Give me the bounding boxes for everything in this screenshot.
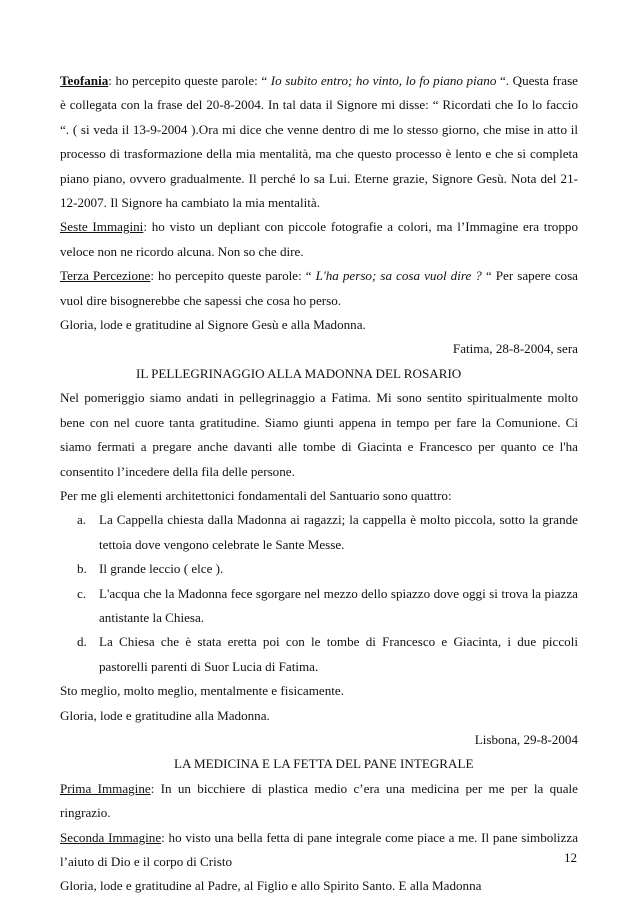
list-item: a. La Cappella chiesta dalla Madonna ai ragazzi; la cappella è molto piccola, sotto la grande tettoia dove vengono celebrate le Sante Messe.: [60, 508, 578, 557]
section-heading-medicina: LA MEDICINA E LA FETTA DEL PANE INTEGRALE: [174, 756, 474, 772]
list-marker: b.: [77, 561, 87, 577]
paragraph-seconda-immagine: Seconda Immagine: ho visto una bella fetta di pane integrale come piace a me. Il pane simbolizza l’aiuto di Dio e il corpo di Cristo: [60, 829, 579, 869]
paragraph-terza-percezione: Terza Percezione: ho percepito queste parole: “ L'ha perso; sa cosa vuol dire ? “ Per sapere cosa vuol dire bisognerebbe che sapessi che cosa ho perso.: [60, 268, 578, 308]
list-marker: c.: [77, 585, 87, 601]
paragraph-gloria-2: Gloria, lode e gratitudine alla Madonna.: [60, 707, 270, 723]
label-teofania: Teofania: [60, 73, 109, 88]
page-number: 12: [564, 850, 578, 865]
quote-teofania: Io subito entro; ho vinto, lo fo piano piano: [270, 73, 497, 88]
paragraph-pellegrinaggio: Nel pomeriggio siamo andati in pellegrinaggio a Fatima. Mi sono sentito spiritualmente molto bene con nel cuore tanta gratitudine. Siamo giunti appena in tempo per fare la Comunione. Ci siamo fermati a pregare anche davanti alle tombe di Giacinta e Francesco per quanto ce l'ha consentito l’incedere della fila delle persone.: [60, 390, 578, 479]
list-item: b. Il grande leccio ( elce ).: [60, 557, 578, 581]
label-seconda-immagine: Seconda Immagine: [60, 829, 162, 845]
paragraph-prima-immagine: Prima Immagine: In un bicchiere di plastica medio c’era una medicina per me per la quale ringrazio.: [60, 780, 578, 821]
list-marker: d.: [77, 634, 87, 650]
label-seste-immagini: Seste Immagini: [60, 219, 144, 235]
list-item: d. La Chiesa che è stata eretta poi con le tombe di Francesco e Giacinta, i due piccoli pastorelli parenti di Suor Lucia di Fatima.: [60, 630, 578, 679]
list-item: c. L'acqua che la Madonna fece sgorgare nel mezzo dello spiazzo dove oggi si trova la piazza antistante la Chiesa.: [60, 582, 578, 631]
paragraph-teofania: Teofania: ho percepito queste parole: “ Io subito entro; ho vinto, lo fo piano piano “. Questa frase è collegata con la frase del 20-8-2004. In tal data il Signore mi disse: “ Ricordati che Io lo faccio “. ( si veda il 13-9-2004 ).Ora mi dice che venne dentro di me lo stesso giorno, che mise in atto il processo di trasformazione della mia mentalità, ma che questo processo è lento e che si completa piano piano, ovvero gradualmente. Il perché lo sa Lui. Eterne grazie, Signore Gesù. Nota del 21-12-2007. Il Signore ha cambiato la mia mentalità.: [60, 73, 578, 211]
paragraph-sto-meglio: Sto meglio, molto meglio, mentalmente e fisicamente.: [60, 683, 344, 699]
label-terza-percezione: Terza Percezione: [60, 268, 151, 284]
paragraph-elementi: Per me gli elementi architettonici fondamentali del Santuario sono quattro:: [60, 487, 452, 503]
label-prima-immagine: Prima Immagine: [60, 780, 151, 796]
date-location-fatima: Fatima, 28-8-2004, sera: [452, 341, 578, 357]
section-heading-pellegrinaggio: IL PELLEGRINAGGIO ALLA MADONNA DEL ROSARIO: [136, 365, 462, 381]
page-content: [60, 69, 578, 899]
elementi-list: [60, 508, 578, 679]
paragraph-gloria-1: Gloria, lode e gratitudine al Signore Gesù e alla Madonna.: [60, 317, 366, 333]
quote-terza-percezione: L'ha perso; sa cosa vuol dire ?: [315, 268, 482, 284]
list-marker: a.: [77, 512, 87, 528]
date-location-lisbona: Lisbona, 29-8-2004: [474, 731, 578, 747]
paragraph-gloria-3: Gloria, lode e gratitudine al Padre, al Figlio e allo Spirito Santo. E alla Madonna: [60, 878, 482, 894]
paragraph-seste-immagini: Seste Immagini: ho visto un depliant con piccole fotografie a colori, ma l’Immagine era troppo veloce non ne ricordo alcuna. Non so che dire.: [60, 219, 578, 259]
